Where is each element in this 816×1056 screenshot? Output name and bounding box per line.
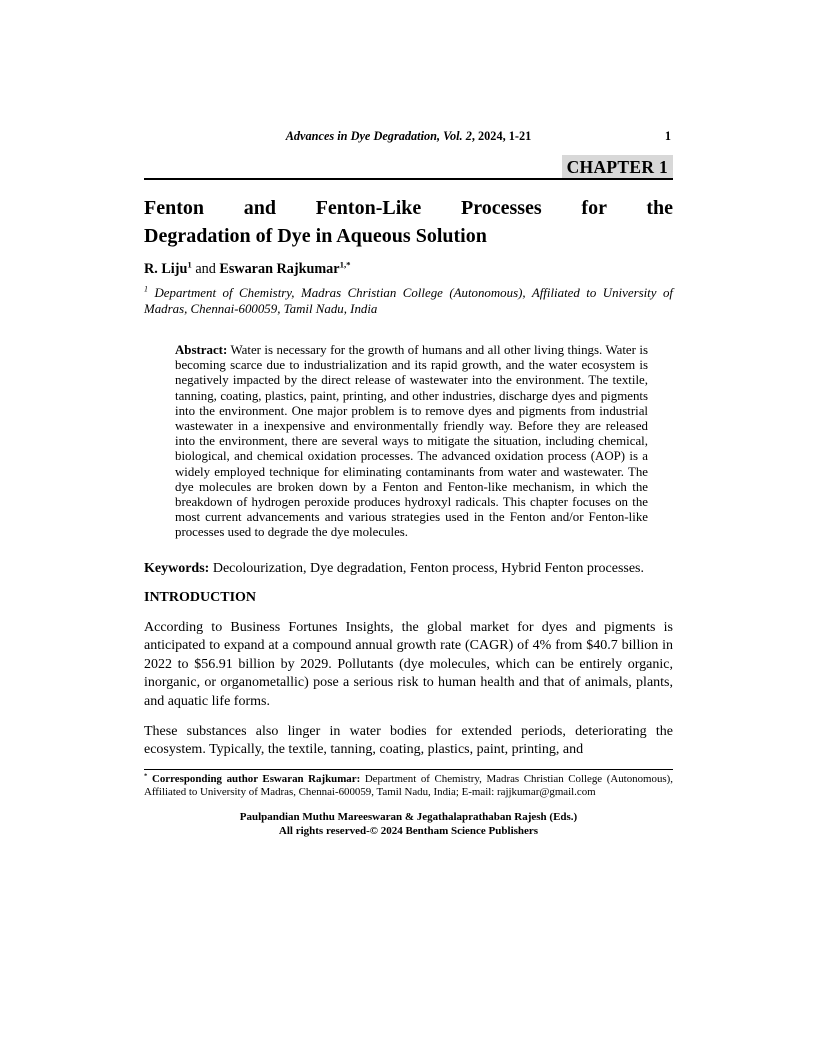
abstract-label: Abstract: [175, 343, 228, 357]
journal-title: Advances in Dye Degradation, Vol. 2 [285, 129, 472, 143]
author-1: R. Liju [144, 261, 188, 277]
affiliation [144, 286, 673, 317]
section-heading-introduction: INTRODUCTION [144, 590, 257, 606]
author-2: Eswaran Rajkumar [219, 261, 340, 277]
keywords-label: Keywords: [144, 560, 210, 576]
keywords-text: Decolourization, Dye degradation, Fenton process, Hybrid Fenton processes. [209, 560, 644, 576]
footnote-asterisk: * [144, 772, 148, 780]
chapter-title-line-2: Degradation of Dye in Aqueous Solution [144, 225, 487, 247]
paragraph-2: These substances also linger in water bodies for extended periods, deteriorating the ecosystem. Typically, the textile, tanning, coating, plastics, paint, printing, and [144, 724, 673, 758]
imprint [144, 811, 673, 838]
chapter-header-rule [144, 155, 673, 180]
paragraph-1: According to Business Fortunes Insights, the global market for dyes and pigments is anticipated to expand at a compound annual growth rate (CAGR) of 4% from $40.7 billion in 2022 to $56.91 billion by 2029. Pollutants (dye molecules, which can be entirely organic, inorganic, or organometallic) pose a serious risk to human health and that of animals, plants, and aquatic life forms. [144, 620, 673, 709]
editors-line: Paulpandian Muthu Mareeswaran & Jegathalaprathaban Rajesh (Eds.) [239, 811, 578, 824]
corresponding-author-footnote [144, 769, 673, 799]
authors-connector: and [191, 261, 220, 277]
journal-citation [286, 129, 532, 143]
page-content [144, 0, 673, 838]
journal-issue-pages: , 2024, 1-21 [471, 129, 532, 143]
affiliation-text: Department of Chemistry, Madras Christian College (Autonomous), Affiliated to University of Madras, Chennai-600059, Tamil Nadu, India [144, 286, 673, 316]
authors-line [144, 261, 673, 278]
keywords [144, 560, 673, 578]
abstract [175, 343, 648, 541]
running-header [144, 129, 673, 143]
author-1-affiliation-mark: 1 [187, 259, 192, 270]
affiliation-mark: 1 [144, 284, 148, 294]
chapter-title-line-1: Fenton and Fenton-Like Processes for the [144, 197, 673, 219]
page-number: 1 [664, 129, 671, 143]
footnote-text: Department of Chemistry, Madras Christian College (Autonomous), Affiliated to University of Madras, Chennai-600059, Tamil Nadu, India; E-mail: rajjkumar@gmail.com [144, 772, 673, 799]
abstract-text: Water is necessary for the growth of humans and all other living things. Water is becoming scarce due to industrialization and its rapid growth, and the water ecosystem is negatively impacted by the direct release of wastewater into the environment. The textile, tanning, coating, plastics, paint, printing, and other industries, discharge dyes and pigments into the environment. One major problem is to remove dyes and pigments from industrial wastewater in a inexpensive and environmentally friendly way. Before they are released into the environment, there are several ways to mitigate the situation, including chemical, biological, and chemical oxidation processes. The advanced oxidation process (AOP) is a widely employed technique for eliminating contaminants from water and wastewater. The dye molecules are broken down by a Fenton and Fenton-like mechanism, in which the breakdown of hydrogen peroxide produces hydroxyl radicals. This chapter focuses on the most current advancements and various strategies used in the Fenton and/or Fenton-like processes used to degrade the dye molecules. [175, 343, 648, 540]
footnote-label: Corresponding author Eswaran Rajkumar: [147, 772, 361, 785]
copyright-line: All rights reserved-© 2024 Bentham Science Publishers [278, 824, 539, 837]
chapter-title [144, 194, 673, 250]
author-2-affiliation-mark: 1,* [339, 259, 351, 270]
chapter-badge: CHAPTER 1 [562, 155, 673, 178]
